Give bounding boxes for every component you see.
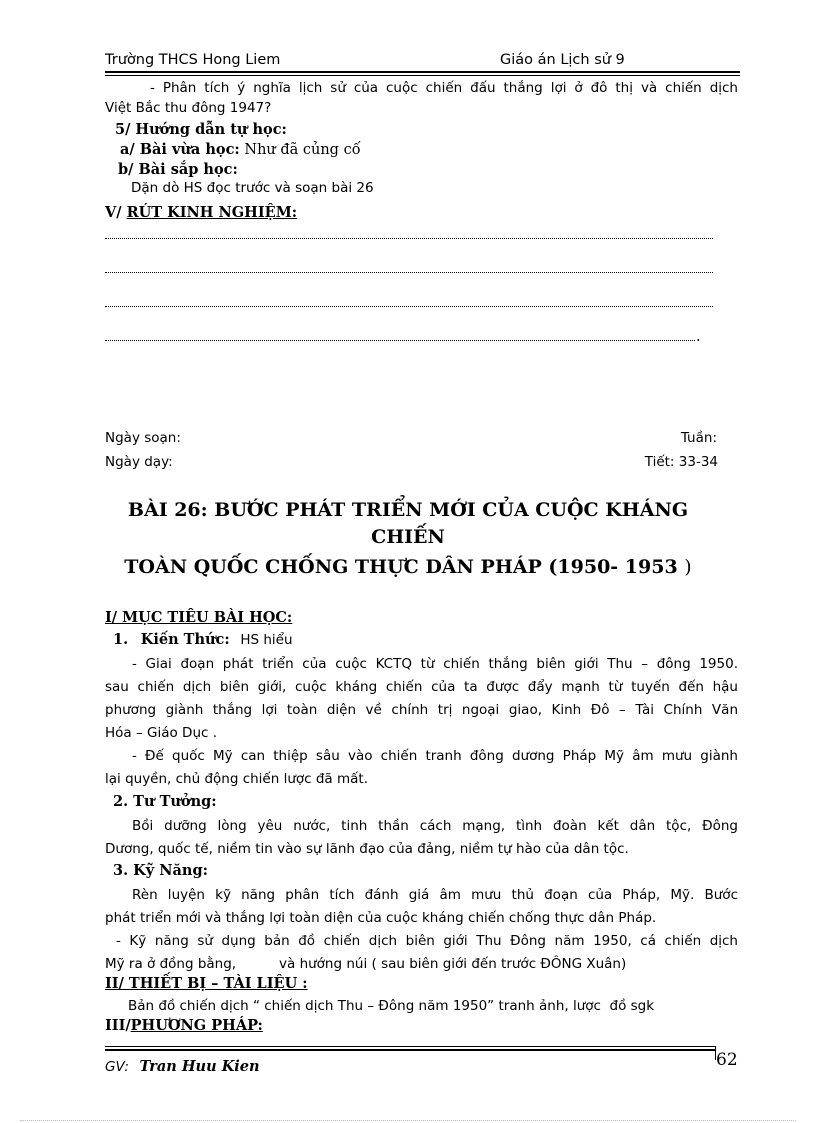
next-lesson-label: b/ Bài sắp học: (118, 161, 238, 178)
lesson-title-line1: BÀI 26: BƯỚC PHÁT TRIỂN MỚI CỦA CUỘC KHÁNG (127, 499, 689, 521)
lesson-title-line2: CHIẾN (371, 526, 445, 548)
dotted-line-2 (105, 272, 713, 273)
current-lesson-label: a/ Bài vừa học: (120, 141, 240, 158)
current-lesson-line (120, 140, 361, 160)
teach-date-label: Ngày dạy: (105, 454, 173, 470)
knowledge-para2-line2: lại quyền, chủ động chiến lược đã mất. (105, 771, 368, 787)
page-number: 62 (716, 1050, 738, 1070)
skill-para1-line1: Rèn luyện kỹ năng phân tích đánh giá âm mưu thủ đoạn của Pháp, Mỹ. Bước (132, 887, 738, 903)
review-question-line2: Việt Bắc thu đông 1947? (105, 100, 272, 116)
experience-prefix: V/ (105, 204, 122, 221)
knowledge-para1-line3: phương giành thắng lợi toàn diện về chính trị ngoại giao, Kinh Đô – Tài Chính Văn (105, 702, 738, 718)
knowledge-line (113, 630, 293, 650)
skill-para2-line1: - Kỹ năng sử dụng bản đồ chiến dịch biên giới Thu Đông năm 1950, cá chiến dịch (116, 933, 738, 949)
skill-para1-line2: phát triển mới và thắng lợi toàn diện của cuộc kháng chiến chống thực dân Pháp. (105, 910, 657, 926)
knowledge-para1-line1: - Giai đoạn phát triển của cuộc KCTQ từ chiến thắng biên giới Thu – đông 1950. (132, 656, 738, 672)
prep-date-label: Ngày soạn: (105, 430, 181, 446)
dotted-line-end: . (696, 329, 701, 345)
equipment-text: Bản đồ chiến dịch “ chiến dịch Thu – Đông năm 1950” tranh ảnh, lược đồ sgk (128, 998, 655, 1014)
periods-label: Tiết: 33-34 (644, 454, 718, 470)
experience-heading: RÚT KINH NGHIỆM: (126, 204, 298, 221)
page-edge-guide (20, 1120, 796, 1121)
knowledge-number: 1. (113, 631, 129, 648)
teacher-label: GV: (105, 1059, 129, 1075)
equipment-heading: II/ THIẾT BỊ – TÀI LIỆU : (105, 975, 308, 992)
skill-para2-line2: Mỹ ra ở đồng bằng, và hướng núi ( sau biên giới đến trước ĐÔNG Xuân) (105, 956, 627, 972)
thought-label: 2. Tư Tưởng: (113, 793, 217, 810)
lesson-title-line3 (0, 554, 816, 581)
knowledge-para1-line4: Hóa – Giáo Dục . (105, 725, 218, 741)
header-rule-top (105, 71, 740, 73)
lesson-title-line3-paren: ) (684, 556, 692, 578)
knowledge-intro: HS hiểu (240, 632, 293, 648)
school-name: Trường THCS Hong Liem (105, 52, 281, 68)
knowledge-para2-line1: - Đế quốc Mỹ can thiệp sâu vào chiến tranh đông dương Pháp Mỹ âm mưu giành (132, 748, 738, 764)
thought-line1: Bồi dưỡng lòng yêu nước, tinh thần cách mạng, tình đoàn kết dân tộc, Đông (132, 818, 738, 834)
review-question-line1: - Phân tích ý nghĩa lịch sử của cuộc chiến đấu thắng lợi ở đô thị và chiến dịch (150, 80, 738, 96)
footer-rule-top (105, 1046, 715, 1047)
teacher-line (105, 1057, 260, 1077)
week-label: Tuần: (680, 430, 717, 446)
current-lesson-text: Như đã củng cố (244, 142, 361, 158)
header-rule-bottom (105, 75, 740, 76)
method-prefix: III/ (105, 1017, 131, 1034)
dotted-line-3 (105, 306, 713, 307)
experience-heading-line (105, 203, 297, 223)
dotted-line-4 (105, 340, 695, 341)
dotted-line-1 (105, 238, 713, 239)
footer-rule-bottom (105, 1049, 715, 1051)
teacher-name: Tran Huu Kien (139, 1058, 260, 1075)
method-heading: PHƯƠNG PHÁP: (130, 1017, 263, 1034)
skill-label: 3. Kỹ Năng: (113, 862, 208, 879)
method-heading-line (105, 1016, 263, 1036)
objectives-heading: I/ MỤC TIÊU BÀI HỌC: (105, 609, 293, 626)
thought-line2: Dương, quốc tế, niềm tin vào sự lãnh đạo của đảng, niềm tự hào của dân tộc. (105, 841, 629, 857)
subject-label: Giáo án Lịch sử 9 (500, 52, 625, 68)
self-study-heading: 5/ Hướng dẫn tự học: (115, 121, 287, 138)
lesson-title-line3-text: TOÀN QUỐC CHỐNG THỰC DÂN PHÁP (1950- 1953 (124, 556, 678, 578)
knowledge-para1-line2: sau chiến dịch biên giới, cuộc kháng chiến của ta được đẩy mạnh từ tuyến đến hậu (105, 679, 738, 695)
next-lesson-text: Dặn dò HS đọc trước và soạn bài 26 (131, 180, 374, 196)
knowledge-label: Kiến Thức: (140, 631, 230, 648)
